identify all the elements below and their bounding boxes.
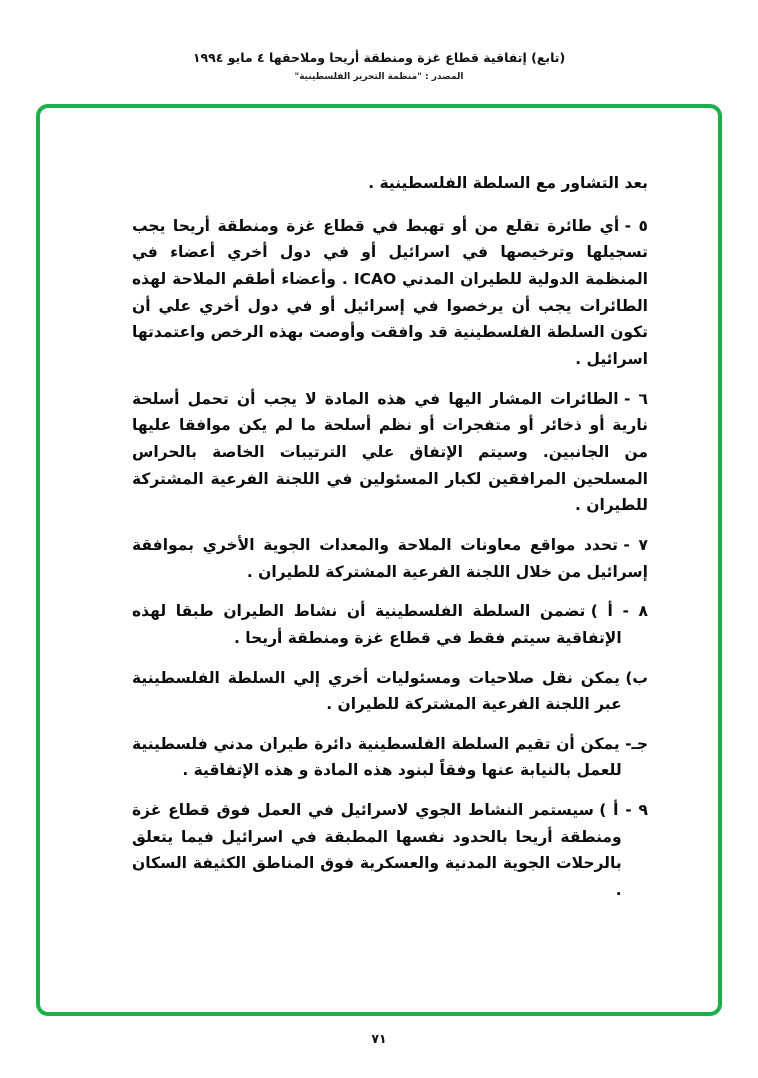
clause-9a-marker: ٩ - أ ) [599,801,648,820]
clause-6-text: الطائرات المشار اليها في هذه المادة لا يجب أن تحمل أسلحة نارية أو ذخائر أو متفجرات أو نظم أسلحة ما لم يكن موافقا عليها من الجانبين. وسيتم الإتفاق علي الترتيبات الخاصة بالحراس المسلحين المرافقين لكبار المسئولين في اللجنة الفرعية المشتركة للطيران . [132,389,648,515]
clause-8a [132,598,648,651]
document-body [40,108,718,904]
clause-5-text: أي طائرة تقلع من أو تهبط في قطاع غزة ومنطقة أريحا يجب تسجيلها وترخيصها في اسرائيل أو في دول أخري أعضاء في المنظمة الدولية للطيران المدني ICAO . وأعضاء أطقم الملاحة لهذه الطائرات يجب أن يرخصوا في إسرائيل أو في دول أخري علي أن تكون السلطة الفلسطينية قد وافقت وأوصت بهذه الرخص واعتمدتها اسرائيل . [132,216,648,368]
intro-line: بعد التشاور مع السلطة الفلسطينية . [368,174,648,192]
clause-8c-text: يمكن أن تقيم السلطة الفلسطينية دائرة طيران مدني فلسطينية للعمل بالنيابة عنها وفقاً لبنود هذه المادة و هذه الإتفاقية . [132,734,622,780]
clause-6-marker: ٦ - [623,389,648,408]
clause-5-marker: ٥ - [624,216,648,235]
clause-7-text: تحدد مواقع معاونات الملاحة والمعدات الجوية الأخري بموافقة إسرائيل من خلال اللجنة الفرعية المشتركة للطيران . [132,535,648,581]
clause-8a-marker: ٨ - أ ) [590,602,648,621]
content-frame [36,104,722,1016]
clause-8b-marker: ب) [625,668,648,687]
clause-6 [132,386,648,519]
page-number: ٧١ [371,1031,387,1046]
clause-9a-text: سيستمر النشاط الجوي لاسرائيل في العمل فوق قطاع غزة ومنطقة أريحا بالحدود نفسها المطبقة في اسرائيل فيما يتعلق بالرحلات الجوية المدنية والعسكرية فوق المناطق الكثيفة السكان . [132,801,622,900]
clause-8a-text: تضمن السلطة الفلسطينية أن نشاط الطيران طبقا لهذه الإتفاقية سيتم فقط في قطاع غزة ومنطقة أريحا . [132,602,622,647]
clause-9a [132,797,648,904]
document-header [0,0,758,82]
clause-8b-text: يمكن نقل صلاحيات ومسئوليات أخري إلي السلطة الفلسطينية عبر اللجنة الفرعية المشتركة للطيران . [132,668,622,714]
page-footer [0,1031,758,1046]
document-title: (تابع) إتفاقية قطاع غزة ومنطقة أريحا وملاحقها ٤ مايو ١٩٩٤ [192,50,566,65]
clause-8c [132,731,648,784]
clause-8c-marker: جـ- [625,734,648,753]
clause-7 [132,532,648,585]
clause-5 [132,213,648,373]
document-source-line: المصدر : "منظمة التحرير الفلسطينية" [294,72,464,82]
clause-7-marker: ٧ - [623,535,648,554]
clause-8b [132,665,648,718]
